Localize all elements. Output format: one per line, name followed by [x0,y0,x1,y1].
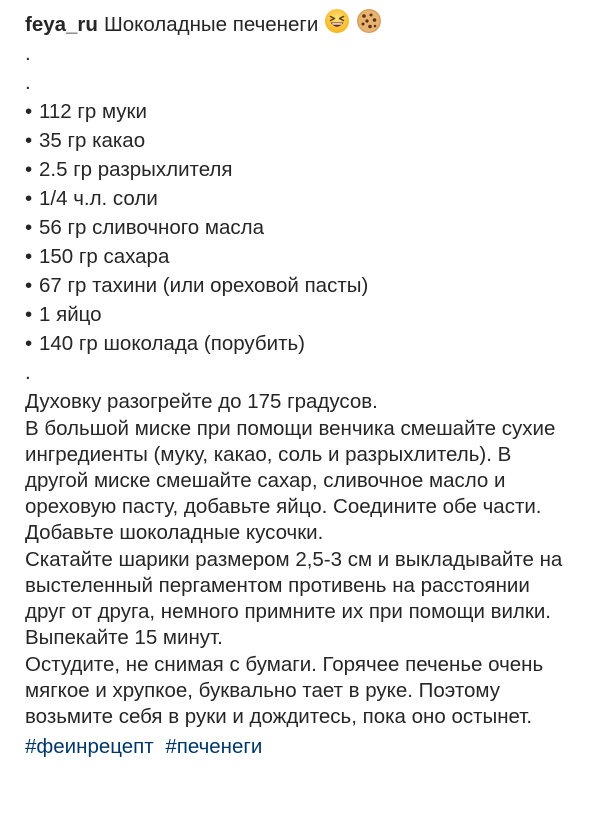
ingredient-text: 112 гр муки [39,100,147,123]
ingredient-text: 1 яйцо [39,303,102,326]
username-link[interactable]: feya_ru [25,13,98,36]
ingredient-item [25,155,576,184]
ingredient-text: 67 гр тахини (или ореховой пасты) [39,274,369,297]
ingredient-item [25,213,576,242]
ingredient-text: 56 гр сливочного масла [39,216,264,239]
bullet: • [25,332,33,355]
ingredient-text: 140 гр шоколада (порубить) [39,332,305,355]
ingredient-text: 2.5 гр разрыхлителя [39,158,233,181]
instruction-paragraph: В большой миске при помощи венчика смешайте сухие ингредиенты (муку, какао, соль и разрыхлитель). В другой миске смешайте сахар, сливочное масло и ореховую пасту, добавьте яйцо. Соедините обе части. Добавьте шоколадные кусочки. [25,417,556,544]
hashtag-link[interactable]: #печенеги [165,735,263,758]
ingredient-item [25,300,576,329]
separator-dot: . [25,361,31,384]
bullet: • [25,245,33,268]
ingredient-item [25,184,576,213]
hashtag-link[interactable]: #феинрецепт [25,735,154,758]
ingredient-text: 150 гр сахара [39,245,170,268]
ingredient-text: 35 гр какао [39,129,146,152]
bullet: • [25,100,33,123]
bullet: • [25,274,33,297]
ingredient-item [25,242,576,271]
instruction-paragraph: Скатайте шарики размером 2,5-3 см и выкладывайте на выстеленный пергаментом противень на расстоянии друг от друга, немного примните их при помощи вилки. Выпекайте 15 минут. [25,548,563,649]
separator-dot: . [25,42,31,65]
post-title: Шоколадные печенеги [103,13,319,36]
ingredient-item [25,97,576,126]
ingredient-item [25,271,576,300]
instruction-paragraph: Остудите, не снимая с бумаги. Горячее печенье очень мягкое и хрупкое, буквально тает в руке. Поэтому возьмите себя в руки и дождитесь, пока оно остынет. [25,653,544,728]
separator-dot: . [25,71,31,94]
bullet: • [25,129,33,152]
laughing-face-icon [324,8,350,42]
ingredient-text: 1/4 ч.л. соли [39,187,158,210]
ingredient-item [25,126,576,155]
bullet: • [25,303,33,326]
hashtags [25,733,576,761]
caption-header [25,10,576,39]
instruction-paragraph: Духовку разогрейте до 175 градусов. [25,390,378,413]
bullet: • [25,187,33,210]
ingredients-list [25,97,576,358]
cookie-icon [356,8,382,42]
ingredient-item [25,329,576,358]
bullet: • [25,216,33,239]
bullet: • [25,158,33,181]
